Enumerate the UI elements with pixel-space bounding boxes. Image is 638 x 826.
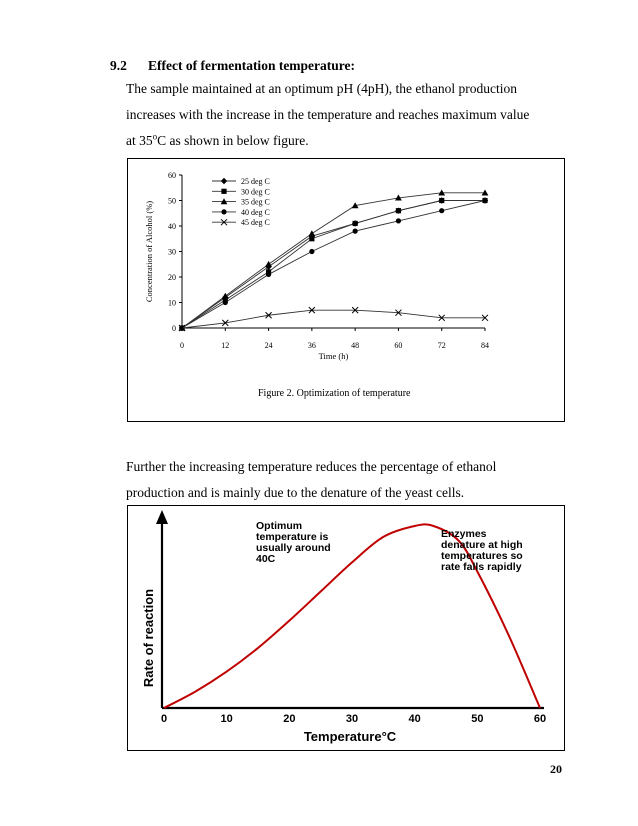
annotation-denature-line: rate falls rapidly [441,561,522,573]
marker-circle [223,300,228,305]
annotation-optimum-line: usually around [256,542,331,554]
x-tick-label: 24 [264,341,273,350]
marker-circle [266,272,271,277]
x-axis-title: Time (h) [318,351,349,361]
x-tick-label: 0 [160,713,168,725]
marker-circle [396,218,401,223]
x-tick-label: 48 [351,341,360,350]
annotation-denature-line: denature at high [441,539,523,551]
x-tick-label: 30 [345,713,359,725]
y-tick-label: 20 [168,273,176,282]
paragraph-2 [126,454,586,506]
marker-circle [353,229,358,234]
figure-enzyme-rate [127,505,565,751]
paragraph-2-line-1: Further the increasing temperature reduces the percentage of ethanol [126,459,497,474]
marker-triangle [308,230,315,236]
x-tick-label: 40 [408,713,421,725]
degree-superscript: o [152,131,158,142]
legend-label: 30 deg C [241,187,270,197]
section-title: Effect of fermentation temperature: [148,58,356,73]
legend-label: 35 deg C [241,197,270,207]
legend-label: 40 deg C [241,207,270,217]
marker-diamond [221,178,227,184]
annotation-optimum-line: Optimum [256,520,303,532]
marker-circle [221,209,226,214]
series-line-35-deg-C [182,193,485,328]
page-number: 20 [550,762,562,776]
y-tick-label: 60 [168,171,176,180]
x-tick-label: 72 [437,341,446,350]
x-tick-label: 10 [220,713,233,725]
section-number: 9.2 [110,58,127,73]
x-tick-label: 12 [221,341,230,350]
x-tick-label: 36 [307,341,316,350]
marker-square [309,236,314,241]
legend-label: 45 deg C [241,218,270,228]
x-tick-label: 84 [481,341,489,350]
marker-square [439,198,444,203]
paragraph-1-line-2: increases with the increase in the temperature and reaches maximum value [126,107,530,122]
y-axis-title: Concentration of Alcohol (%) [144,200,154,303]
paragraph-2-line-2: production and is mainly due to the denature of the yeast cells. [126,485,465,500]
y-tick-label: 50 [168,196,176,206]
y-tick-label: 30 [168,247,176,257]
marker-triangle [265,261,272,267]
x-tick-label: 20 [283,713,296,725]
section-heading [110,58,355,74]
y-axis-arrow [156,510,168,524]
marker-circle [439,208,444,213]
x-tick-label: 60 [533,713,547,725]
marker-square [396,208,401,213]
y-axis-title: Rate of reaction [141,588,156,688]
y-tick-label: 40 [168,222,176,231]
y-tick-label: 10 [168,298,176,308]
x-tick-label: 0 [180,341,184,350]
annotation-denature-line: Enzymes [441,528,487,540]
paragraph-1-line-1: The sample maintained at an optimum pH (4pH), the ethanol production [126,81,518,96]
marker-square [221,189,226,194]
marker-circle [309,249,314,254]
x-tick-label: 50 [471,713,484,725]
marker-square [353,221,358,226]
figure-caption: Figure 2. Optimization of temperature [258,388,411,399]
alcohol-concentration-chart [128,159,566,423]
legend-label: 25 deg C [241,177,270,186]
marker-circle [482,198,487,203]
annotation-optimum-line: 40C [256,553,276,565]
y-tick-label: 0 [172,324,176,333]
paragraph-1 [126,76,586,154]
x-axis-title: Temperature°C [303,729,397,744]
figure-fermentation-temperature [127,158,565,422]
line3-post: C as shown in below figure. [157,133,309,148]
annotation-optimum-line: temperature is [256,531,329,543]
line3-pre: at 35 [126,133,153,148]
annotation-denature-line: temperatures so [441,550,523,562]
rate-of-reaction-chart [128,506,566,752]
paragraph-1-line-3 [126,128,586,154]
x-tick-label: 60 [394,341,403,350]
